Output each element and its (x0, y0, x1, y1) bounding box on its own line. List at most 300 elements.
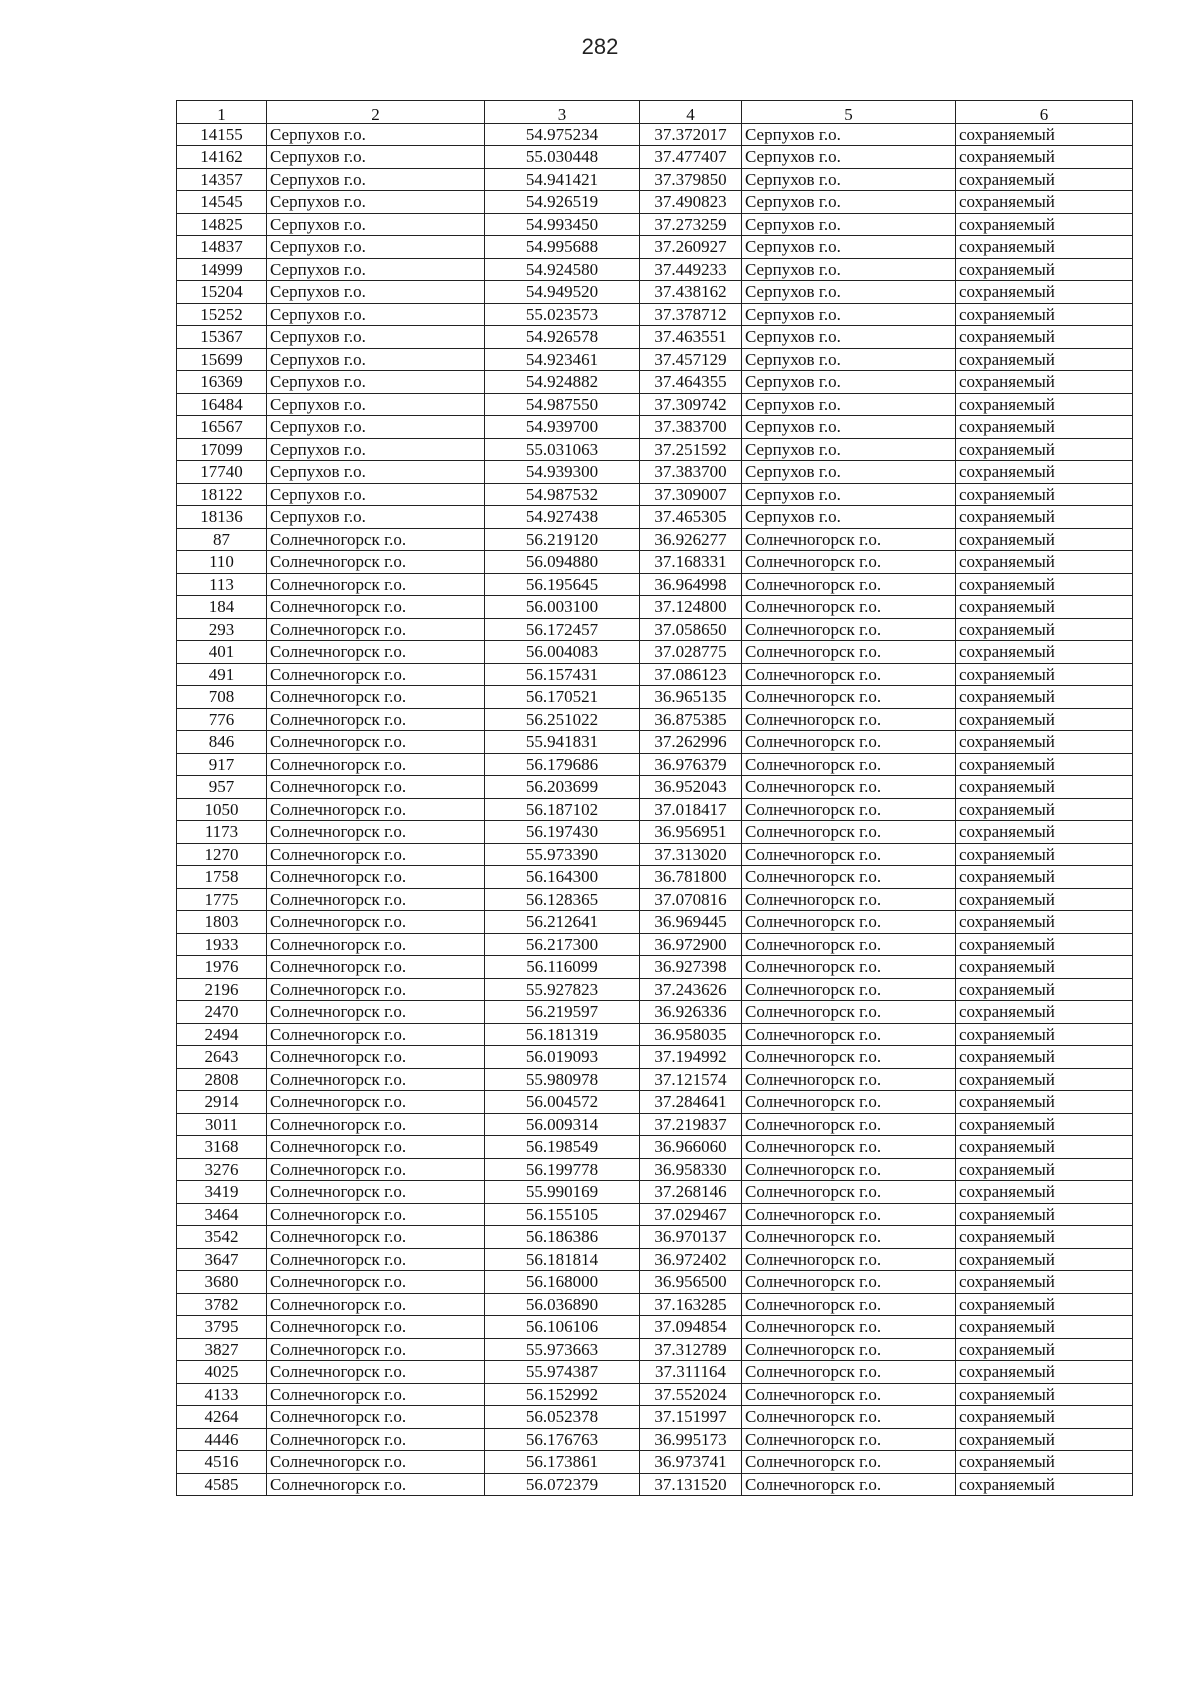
table-row (177, 753, 1133, 776)
cell-latitude: 54.926519 (485, 191, 640, 214)
table-row (177, 1023, 1133, 1046)
cell-number: 293 (177, 618, 267, 641)
cell-number: 110 (177, 551, 267, 574)
cell-location: Серпухов г.о. (742, 461, 956, 484)
cell-municipality: Серпухов г.о. (267, 146, 485, 169)
data-table (176, 100, 1133, 1496)
cell-latitude: 56.181814 (485, 1248, 640, 1271)
cell-location: Солнечногорск г.о. (742, 1406, 956, 1429)
cell-status: сохраняемый (956, 461, 1133, 484)
table-row (177, 528, 1133, 551)
cell-location: Серпухов г.о. (742, 258, 956, 281)
cell-status: сохраняемый (956, 618, 1133, 641)
header-cell-6: 6 (956, 101, 1133, 124)
cell-number: 2808 (177, 1068, 267, 1091)
cell-municipality: Солнечногорск г.о. (267, 776, 485, 799)
cell-number: 4446 (177, 1428, 267, 1451)
cell-latitude: 56.172457 (485, 618, 640, 641)
cell-longitude: 37.465305 (640, 506, 742, 529)
cell-number: 16369 (177, 371, 267, 394)
cell-location: Серпухов г.о. (742, 348, 956, 371)
cell-longitude: 36.875385 (640, 708, 742, 731)
cell-latitude: 56.251022 (485, 708, 640, 731)
cell-number: 3795 (177, 1316, 267, 1339)
cell-location: Серпухов г.о. (742, 281, 956, 304)
cell-status: сохраняемый (956, 956, 1133, 979)
cell-number: 1775 (177, 888, 267, 911)
cell-number: 113 (177, 573, 267, 596)
cell-longitude: 36.966060 (640, 1136, 742, 1159)
table-row (177, 1271, 1133, 1294)
table-row (177, 1046, 1133, 1069)
cell-municipality: Солнечногорск г.о. (267, 1023, 485, 1046)
cell-longitude: 37.457129 (640, 348, 742, 371)
cell-status: сохраняемый (956, 911, 1133, 934)
table-row (177, 1091, 1133, 1114)
cell-municipality: Серпухов г.о. (267, 213, 485, 236)
cell-longitude: 37.490823 (640, 191, 742, 214)
cell-status: сохраняемый (956, 483, 1133, 506)
cell-number: 15252 (177, 303, 267, 326)
table-row (177, 1361, 1133, 1384)
cell-latitude: 55.941831 (485, 731, 640, 754)
cell-municipality: Солнечногорск г.о. (267, 1316, 485, 1339)
cell-status: сохраняемый (956, 663, 1133, 686)
cell-latitude: 56.157431 (485, 663, 640, 686)
cell-latitude: 56.003100 (485, 596, 640, 619)
cell-municipality: Серпухов г.о. (267, 438, 485, 461)
table-row (177, 1293, 1133, 1316)
table-row (177, 1113, 1133, 1136)
table-row (177, 461, 1133, 484)
cell-longitude: 36.927398 (640, 956, 742, 979)
cell-location: Солнечногорск г.о. (742, 866, 956, 889)
cell-municipality: Солнечногорск г.о. (267, 798, 485, 821)
cell-longitude: 36.969445 (640, 911, 742, 934)
table-row (177, 1158, 1133, 1181)
cell-latitude: 55.031063 (485, 438, 640, 461)
cell-municipality: Солнечногорск г.о. (267, 1383, 485, 1406)
cell-number: 3782 (177, 1293, 267, 1316)
cell-status: сохраняемый (956, 798, 1133, 821)
cell-number: 184 (177, 596, 267, 619)
cell-status: сохраняемый (956, 843, 1133, 866)
cell-latitude: 54.987550 (485, 393, 640, 416)
cell-number: 15367 (177, 326, 267, 349)
cell-status: сохраняемый (956, 348, 1133, 371)
cell-status: сохраняемый (956, 1181, 1133, 1204)
cell-longitude: 37.251592 (640, 438, 742, 461)
cell-status: сохраняемый (956, 146, 1133, 169)
cell-status: сохраняемый (956, 1158, 1133, 1181)
cell-number: 2470 (177, 1001, 267, 1024)
cell-longitude: 36.781800 (640, 866, 742, 889)
cell-status: сохраняемый (956, 438, 1133, 461)
cell-longitude: 37.163285 (640, 1293, 742, 1316)
cell-longitude: 37.378712 (640, 303, 742, 326)
cell-municipality: Солнечногорск г.о. (267, 1451, 485, 1474)
cell-longitude: 37.029467 (640, 1203, 742, 1226)
cell-longitude: 37.311164 (640, 1361, 742, 1384)
cell-longitude: 36.976379 (640, 753, 742, 776)
table-row (177, 393, 1133, 416)
cell-latitude: 54.939300 (485, 461, 640, 484)
table-row (177, 1406, 1133, 1429)
cell-number: 1758 (177, 866, 267, 889)
table-row (177, 1451, 1133, 1474)
table-row (177, 1428, 1133, 1451)
cell-longitude: 37.018417 (640, 798, 742, 821)
cell-latitude: 56.203699 (485, 776, 640, 799)
cell-latitude: 56.152992 (485, 1383, 640, 1406)
cell-number: 14162 (177, 146, 267, 169)
cell-longitude: 37.121574 (640, 1068, 742, 1091)
cell-municipality: Серпухов г.о. (267, 281, 485, 304)
cell-status: сохраняемый (956, 596, 1133, 619)
cell-location: Солнечногорск г.о. (742, 1338, 956, 1361)
cell-longitude: 37.309742 (640, 393, 742, 416)
cell-latitude: 56.198549 (485, 1136, 640, 1159)
cell-latitude: 54.926578 (485, 326, 640, 349)
table-body (177, 123, 1133, 1496)
table-row (177, 776, 1133, 799)
table-row (177, 618, 1133, 641)
cell-status: сохраняемый (956, 776, 1133, 799)
cell-municipality: Солнечногорск г.о. (267, 821, 485, 844)
cell-number: 2643 (177, 1046, 267, 1069)
cell-longitude: 37.464355 (640, 371, 742, 394)
cell-number: 3464 (177, 1203, 267, 1226)
cell-latitude: 56.186386 (485, 1226, 640, 1249)
cell-number: 3542 (177, 1226, 267, 1249)
cell-status: сохраняемый (956, 416, 1133, 439)
cell-status: сохраняемый (956, 1293, 1133, 1316)
header-cell-5: 5 (742, 101, 956, 124)
cell-longitude: 36.958330 (640, 1158, 742, 1181)
cell-municipality: Солнечногорск г.о. (267, 1271, 485, 1294)
cell-latitude: 55.974387 (485, 1361, 640, 1384)
cell-status: сохраняемый (956, 1338, 1133, 1361)
cell-status: сохраняемый (956, 1136, 1133, 1159)
cell-longitude: 36.926336 (640, 1001, 742, 1024)
table-row (177, 956, 1133, 979)
cell-longitude: 37.243626 (640, 978, 742, 1001)
cell-location: Серпухов г.о. (742, 416, 956, 439)
cell-latitude: 56.168000 (485, 1271, 640, 1294)
cell-location: Солнечногорск г.о. (742, 686, 956, 709)
cell-location: Солнечногорск г.о. (742, 618, 956, 641)
cell-longitude: 37.312789 (640, 1338, 742, 1361)
cell-longitude: 37.552024 (640, 1383, 742, 1406)
cell-latitude: 56.176763 (485, 1428, 640, 1451)
cell-status: сохраняемый (956, 1068, 1133, 1091)
cell-number: 3276 (177, 1158, 267, 1181)
cell-latitude: 56.187102 (485, 798, 640, 821)
cell-latitude: 56.199778 (485, 1158, 640, 1181)
cell-status: сохраняемый (956, 506, 1133, 529)
cell-location: Солнечногорск г.о. (742, 1316, 956, 1339)
cell-location: Серпухов г.о. (742, 371, 956, 394)
table-row (177, 1136, 1133, 1159)
cell-status: сохраняемый (956, 888, 1133, 911)
cell-latitude: 55.973663 (485, 1338, 640, 1361)
cell-municipality: Солнечногорск г.о. (267, 888, 485, 911)
cell-municipality: Серпухов г.о. (267, 348, 485, 371)
cell-location: Солнечногорск г.о. (742, 1428, 956, 1451)
cell-municipality: Солнечногорск г.о. (267, 1091, 485, 1114)
table-row (177, 911, 1133, 934)
table-row (177, 686, 1133, 709)
cell-status: сохраняемый (956, 1473, 1133, 1496)
cell-location: Солнечногорск г.о. (742, 843, 956, 866)
cell-number: 401 (177, 641, 267, 664)
cell-latitude: 56.009314 (485, 1113, 640, 1136)
cell-municipality: Солнечногорск г.о. (267, 933, 485, 956)
cell-location: Солнечногорск г.о. (742, 776, 956, 799)
cell-latitude: 56.195645 (485, 573, 640, 596)
cell-status: сохраняемый (956, 168, 1133, 191)
cell-location: Солнечногорск г.о. (742, 708, 956, 731)
cell-status: сохраняемый (956, 731, 1133, 754)
cell-number: 1173 (177, 821, 267, 844)
cell-latitude: 56.217300 (485, 933, 640, 956)
cell-number: 14545 (177, 191, 267, 214)
cell-number: 87 (177, 528, 267, 551)
cell-status: сохраняемый (956, 1361, 1133, 1384)
cell-location: Серпухов г.о. (742, 168, 956, 191)
cell-municipality: Серпухов г.о. (267, 461, 485, 484)
cell-status: сохраняемый (956, 821, 1133, 844)
cell-latitude: 54.939700 (485, 416, 640, 439)
cell-status: сохраняемый (956, 123, 1133, 146)
table-row (177, 258, 1133, 281)
cell-location: Солнечногорск г.о. (742, 1383, 956, 1406)
cell-longitude: 36.972900 (640, 933, 742, 956)
table-row (177, 1338, 1133, 1361)
cell-municipality: Серпухов г.о. (267, 393, 485, 416)
cell-latitude: 55.927823 (485, 978, 640, 1001)
cell-status: сохраняемый (956, 1113, 1133, 1136)
cell-status: сохраняемый (956, 1271, 1133, 1294)
cell-location: Серпухов г.о. (742, 303, 956, 326)
cell-location: Солнечногорск г.о. (742, 1203, 956, 1226)
table-row (177, 888, 1133, 911)
cell-location: Солнечногорск г.о. (742, 573, 956, 596)
cell-latitude: 54.995688 (485, 236, 640, 259)
table-row (177, 326, 1133, 349)
cell-location: Серпухов г.о. (742, 236, 956, 259)
cell-number: 18122 (177, 483, 267, 506)
cell-status: сохраняемый (956, 1226, 1133, 1249)
cell-status: сохраняемый (956, 686, 1133, 709)
cell-municipality: Солнечногорск г.о. (267, 753, 485, 776)
cell-number: 917 (177, 753, 267, 776)
cell-number: 17740 (177, 461, 267, 484)
cell-location: Солнечногорск г.о. (742, 1293, 956, 1316)
cell-status: сохраняемый (956, 1248, 1133, 1271)
cell-number: 4516 (177, 1451, 267, 1474)
cell-number: 14357 (177, 168, 267, 191)
cell-latitude: 54.975234 (485, 123, 640, 146)
cell-status: сохраняемый (956, 866, 1133, 889)
cell-number: 14155 (177, 123, 267, 146)
cell-location: Серпухов г.о. (742, 393, 956, 416)
cell-status: сохраняемый (956, 281, 1133, 304)
cell-municipality: Солнечногорск г.о. (267, 866, 485, 889)
table-row (177, 1383, 1133, 1406)
cell-municipality: Солнечногорск г.о. (267, 641, 485, 664)
cell-status: сохраняемый (956, 708, 1133, 731)
cell-municipality: Солнечногорск г.о. (267, 843, 485, 866)
cell-location: Серпухов г.о. (742, 191, 956, 214)
cell-latitude: 56.128365 (485, 888, 640, 911)
cell-municipality: Серпухов г.о. (267, 326, 485, 349)
cell-latitude: 54.923461 (485, 348, 640, 371)
cell-municipality: Солнечногорск г.о. (267, 1203, 485, 1226)
cell-location: Солнечногорск г.о. (742, 1451, 956, 1474)
cell-municipality: Солнечногорск г.о. (267, 731, 485, 754)
table-row (177, 506, 1133, 529)
cell-longitude: 37.379850 (640, 168, 742, 191)
header-cell-2: 2 (267, 101, 485, 124)
cell-location: Солнечногорск г.о. (742, 1158, 956, 1181)
cell-location: Солнечногорск г.о. (742, 1181, 956, 1204)
cell-location: Солнечногорск г.о. (742, 1248, 956, 1271)
cell-status: сохраняемый (956, 1383, 1133, 1406)
cell-number: 1933 (177, 933, 267, 956)
cell-latitude: 56.036890 (485, 1293, 640, 1316)
cell-number: 1976 (177, 956, 267, 979)
cell-number: 1803 (177, 911, 267, 934)
cell-location: Солнечногорск г.о. (742, 528, 956, 551)
table-row (177, 213, 1133, 236)
cell-latitude: 55.030448 (485, 146, 640, 169)
cell-latitude: 54.993450 (485, 213, 640, 236)
cell-status: сохраняемый (956, 641, 1133, 664)
header-cell-1: 1 (177, 101, 267, 124)
cell-latitude: 56.181319 (485, 1023, 640, 1046)
cell-longitude: 36.970137 (640, 1226, 742, 1249)
cell-status: сохраняемый (956, 1046, 1133, 1069)
cell-number: 708 (177, 686, 267, 709)
cell-number: 1050 (177, 798, 267, 821)
cell-longitude: 37.463551 (640, 326, 742, 349)
cell-location: Солнечногорск г.о. (742, 1473, 956, 1496)
cell-latitude: 55.023573 (485, 303, 640, 326)
cell-longitude: 37.449233 (640, 258, 742, 281)
cell-municipality: Солнечногорск г.о. (267, 1361, 485, 1384)
cell-longitude: 36.956500 (640, 1271, 742, 1294)
table-row (177, 708, 1133, 731)
table-row (177, 236, 1133, 259)
cell-status: сохраняемый (956, 1023, 1133, 1046)
cell-municipality: Солнечногорск г.о. (267, 618, 485, 641)
cell-number: 957 (177, 776, 267, 799)
cell-number: 14999 (177, 258, 267, 281)
cell-municipality: Солнечногорск г.о. (267, 663, 485, 686)
cell-status: сохраняемый (956, 1001, 1133, 1024)
table-row (177, 191, 1133, 214)
cell-location: Солнечногорск г.о. (742, 731, 956, 754)
cell-latitude: 56.072379 (485, 1473, 640, 1496)
table-row (177, 1001, 1133, 1024)
cell-number: 4585 (177, 1473, 267, 1496)
cell-latitude: 56.197430 (485, 821, 640, 844)
cell-number: 3011 (177, 1113, 267, 1136)
cell-longitude: 37.438162 (640, 281, 742, 304)
table-row (177, 1473, 1133, 1496)
cell-municipality: Солнечногорск г.о. (267, 1158, 485, 1181)
cell-number: 15699 (177, 348, 267, 371)
cell-latitude: 54.987532 (485, 483, 640, 506)
table-row (177, 416, 1133, 439)
cell-longitude: 36.956951 (640, 821, 742, 844)
cell-location: Солнечногорск г.о. (742, 641, 956, 664)
cell-municipality: Серпухов г.о. (267, 483, 485, 506)
header-cell-4: 4 (640, 101, 742, 124)
cell-latitude: 54.924580 (485, 258, 640, 281)
cell-latitude: 56.004572 (485, 1091, 640, 1114)
cell-latitude: 56.173861 (485, 1451, 640, 1474)
cell-latitude: 55.990169 (485, 1181, 640, 1204)
cell-location: Солнечногорск г.о. (742, 956, 956, 979)
cell-status: сохраняемый (956, 303, 1133, 326)
cell-location: Солнечногорск г.о. (742, 821, 956, 844)
table-row (177, 438, 1133, 461)
cell-municipality: Серпухов г.о. (267, 123, 485, 146)
cell-municipality: Серпухов г.о. (267, 191, 485, 214)
table-row (177, 641, 1133, 664)
cell-status: сохраняемый (956, 1316, 1133, 1339)
cell-status: сохраняемый (956, 753, 1133, 776)
table-row (177, 978, 1133, 1001)
header-cell-3: 3 (485, 101, 640, 124)
cell-municipality: Солнечногорск г.о. (267, 978, 485, 1001)
cell-latitude: 56.164300 (485, 866, 640, 889)
cell-number: 2494 (177, 1023, 267, 1046)
cell-number: 4264 (177, 1406, 267, 1429)
cell-number: 3827 (177, 1338, 267, 1361)
cell-location: Серпухов г.о. (742, 146, 956, 169)
cell-longitude: 36.973741 (640, 1451, 742, 1474)
cell-municipality: Солнечногорск г.о. (267, 1181, 485, 1204)
cell-number: 18136 (177, 506, 267, 529)
cell-location: Серпухов г.о. (742, 213, 956, 236)
table-row (177, 146, 1133, 169)
cell-longitude: 37.309007 (640, 483, 742, 506)
cell-location: Солнечногорск г.о. (742, 1068, 956, 1091)
table-row (177, 798, 1133, 821)
cell-municipality: Серпухов г.о. (267, 506, 485, 529)
cell-latitude: 56.170521 (485, 686, 640, 709)
cell-municipality: Солнечногорск г.о. (267, 686, 485, 709)
cell-latitude: 54.924882 (485, 371, 640, 394)
cell-location: Солнечногорск г.о. (742, 978, 956, 1001)
cell-location: Солнечногорск г.о. (742, 1023, 956, 1046)
cell-latitude: 56.179686 (485, 753, 640, 776)
cell-status: сохраняемый (956, 371, 1133, 394)
cell-status: сохраняемый (956, 1451, 1133, 1474)
cell-latitude: 54.941421 (485, 168, 640, 191)
table-row (177, 281, 1133, 304)
table-row (177, 1248, 1133, 1271)
cell-municipality: Солнечногорск г.о. (267, 708, 485, 731)
table-row (177, 551, 1133, 574)
cell-longitude: 37.070816 (640, 888, 742, 911)
cell-longitude: 36.972402 (640, 1248, 742, 1271)
cell-location: Солнечногорск г.о. (742, 1361, 956, 1384)
header-row (177, 101, 1133, 124)
